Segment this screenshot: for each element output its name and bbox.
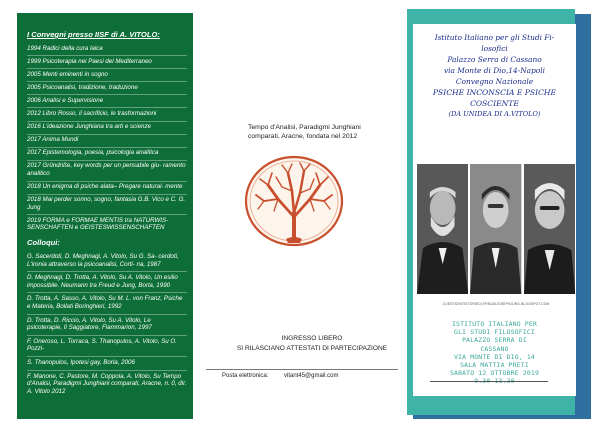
colloqui-list <box>27 251 187 398</box>
convegno-line: Convegno Nazionale <box>455 77 534 86</box>
venue-line: ISTITUTO ITALIANO PER <box>452 320 537 328</box>
theme-line-1: PSICHE INCONSCIA E PSICHE <box>432 88 557 97</box>
convegni-heading: I Convegni presso IISF di A. VITOLO: <box>27 30 160 39</box>
list-item: G. Sacerdoti, D. Meghnagi, A. Vitolo, Su G. Sa- cerdoti, L'ironia attraverso la psicoanalisi, Corti- na, 1987 <box>27 251 187 272</box>
list-item: 2005 Psicoanalisi, tradizione, traduzione <box>27 82 187 95</box>
list-item: D. Trotta, A. Sasso, A. Vitolo, Su M. L. von Franz, Psiche e Materia, Bollati Boringhieri, 1992 <box>27 293 187 314</box>
list-item: 2006 Analisi e Supervisione <box>27 95 187 108</box>
list-item: F. Manone, C. Pastore, M. Coppola, A. Vitolo, Su Tempo d'Analisi, Paradigmi Junghiani comparati, Aracne, n. 0, dir. A. Vitolo 2012 <box>27 372 187 395</box>
email-line <box>206 369 398 379</box>
venue-line: PALAZZO SERRA DI <box>462 336 527 345</box>
email-label: Posta elettronica: <box>222 373 269 379</box>
list-item: 2017 Gründriße, key words per un pensabile giu- ramento analitico <box>27 161 187 182</box>
coral-logo <box>244 155 344 247</box>
list-item: D. Trotta, D. Riccio, A. Vitolo, Su A. Vitolo, Le psicoterapie, Il Saggiatore, Flammarion, 1997 <box>27 315 187 336</box>
journal-caption: Tempo d'Analisi, Paradigmi Junghiani comparati, Aracne, fondata nel 2012 <box>248 124 361 140</box>
list-item: 1994 Radici della cura laica <box>27 43 187 56</box>
venue-line: VIA MONTE DI DIO, 14 <box>454 352 535 361</box>
list-item: 2018 Un enigma di psiche alata– Pregare natural- mente <box>27 182 187 195</box>
venue-line: CASSANO <box>480 344 509 353</box>
list-item: 1999 Psicoterapia nei Paesi del Mediterraneo <box>27 56 187 69</box>
email-value: vitant45@gmail.com <box>284 373 339 379</box>
convegni-list <box>27 43 187 235</box>
palazzo-line: Palazzo Serra di Cassano <box>447 55 542 64</box>
photo-source: CUESTIONITISTORIEDI.FREUDIJOSEPHJUNG.BLOGSPOT.COM <box>442 302 550 306</box>
man-portrait <box>470 164 521 294</box>
list-item: 2016 L'ideazione Junghiana tra arti e scienze <box>27 122 187 135</box>
venue-line: 9.30-13.30 <box>474 377 515 386</box>
venue-line: SALA MATTIA PRETI <box>460 361 529 370</box>
jung-portrait <box>524 164 575 294</box>
list-item: 2005 Menti eminenti in sogno <box>27 69 187 82</box>
ingresso-block <box>222 334 402 354</box>
list-item: 2012 Libro Rosso, il sacrificio, le trasformazioni <box>27 108 187 121</box>
venue-block <box>413 320 576 386</box>
portrait-icon <box>417 164 468 294</box>
coral-icon <box>244 155 344 247</box>
portrait-icon <box>524 164 575 294</box>
address-line: via Monte di Dio,14-Napoli <box>444 66 545 75</box>
list-item: 2019 FORMA e FORMAE MENTIS tra NATURWIS- SENSCHAFTEN e GEISTESWISSENSCHAFTEN <box>27 216 169 232</box>
venue-line: SABATO 12 OTTOBRE 2019 <box>449 369 540 378</box>
list-item: D. Meghnagi, D. Trotta, A. Vitolo, Su A. Vitolo, Un esilio impossibile. Neumann tra Freud e Jung, Borla, 1990 <box>27 272 187 293</box>
divider <box>430 381 548 382</box>
colloqui-heading: Colloqui: <box>27 238 60 247</box>
list-item: F. Oneroso, L. Torraca, S. Thanopulos, A. Vitolo, Su O. Pozzi- <box>27 336 187 357</box>
institute-line-2: losofici <box>481 44 508 53</box>
list-item: 2017 Anima Mundi <box>27 135 187 148</box>
venue-line: GLI STUDI FILOSOFICI <box>454 328 535 337</box>
list-item: 2018 Mai perder sonno, sogno, fantasia G.B. Vico e C. G. Jung <box>27 195 187 216</box>
portrait-icon <box>470 164 521 294</box>
subtitle-line: (DA UNIDEA DI A.VITOLO) <box>448 110 541 118</box>
left-panel <box>17 13 193 419</box>
list-item: 2017 Epistemologia, poesia, psicologia analitica <box>27 148 187 161</box>
institute-line-1: Istituto Italiano per gli Studi Fi- <box>434 33 555 42</box>
title-block <box>413 32 576 120</box>
portrait-photos <box>417 164 575 294</box>
ingresso-libero-text: INGRESSO LIBERO <box>281 335 343 342</box>
list-item: S. Thanopulos, Ipotesi gay, Borla, 2006 <box>27 357 187 371</box>
right-panel <box>413 24 576 396</box>
attestati-text: SI RILASCIANO ATTESTATI DI PARTECIPAZIONE <box>236 345 388 352</box>
theme-line-2: COSCIENTE <box>470 99 519 108</box>
freud-portrait <box>417 164 468 294</box>
